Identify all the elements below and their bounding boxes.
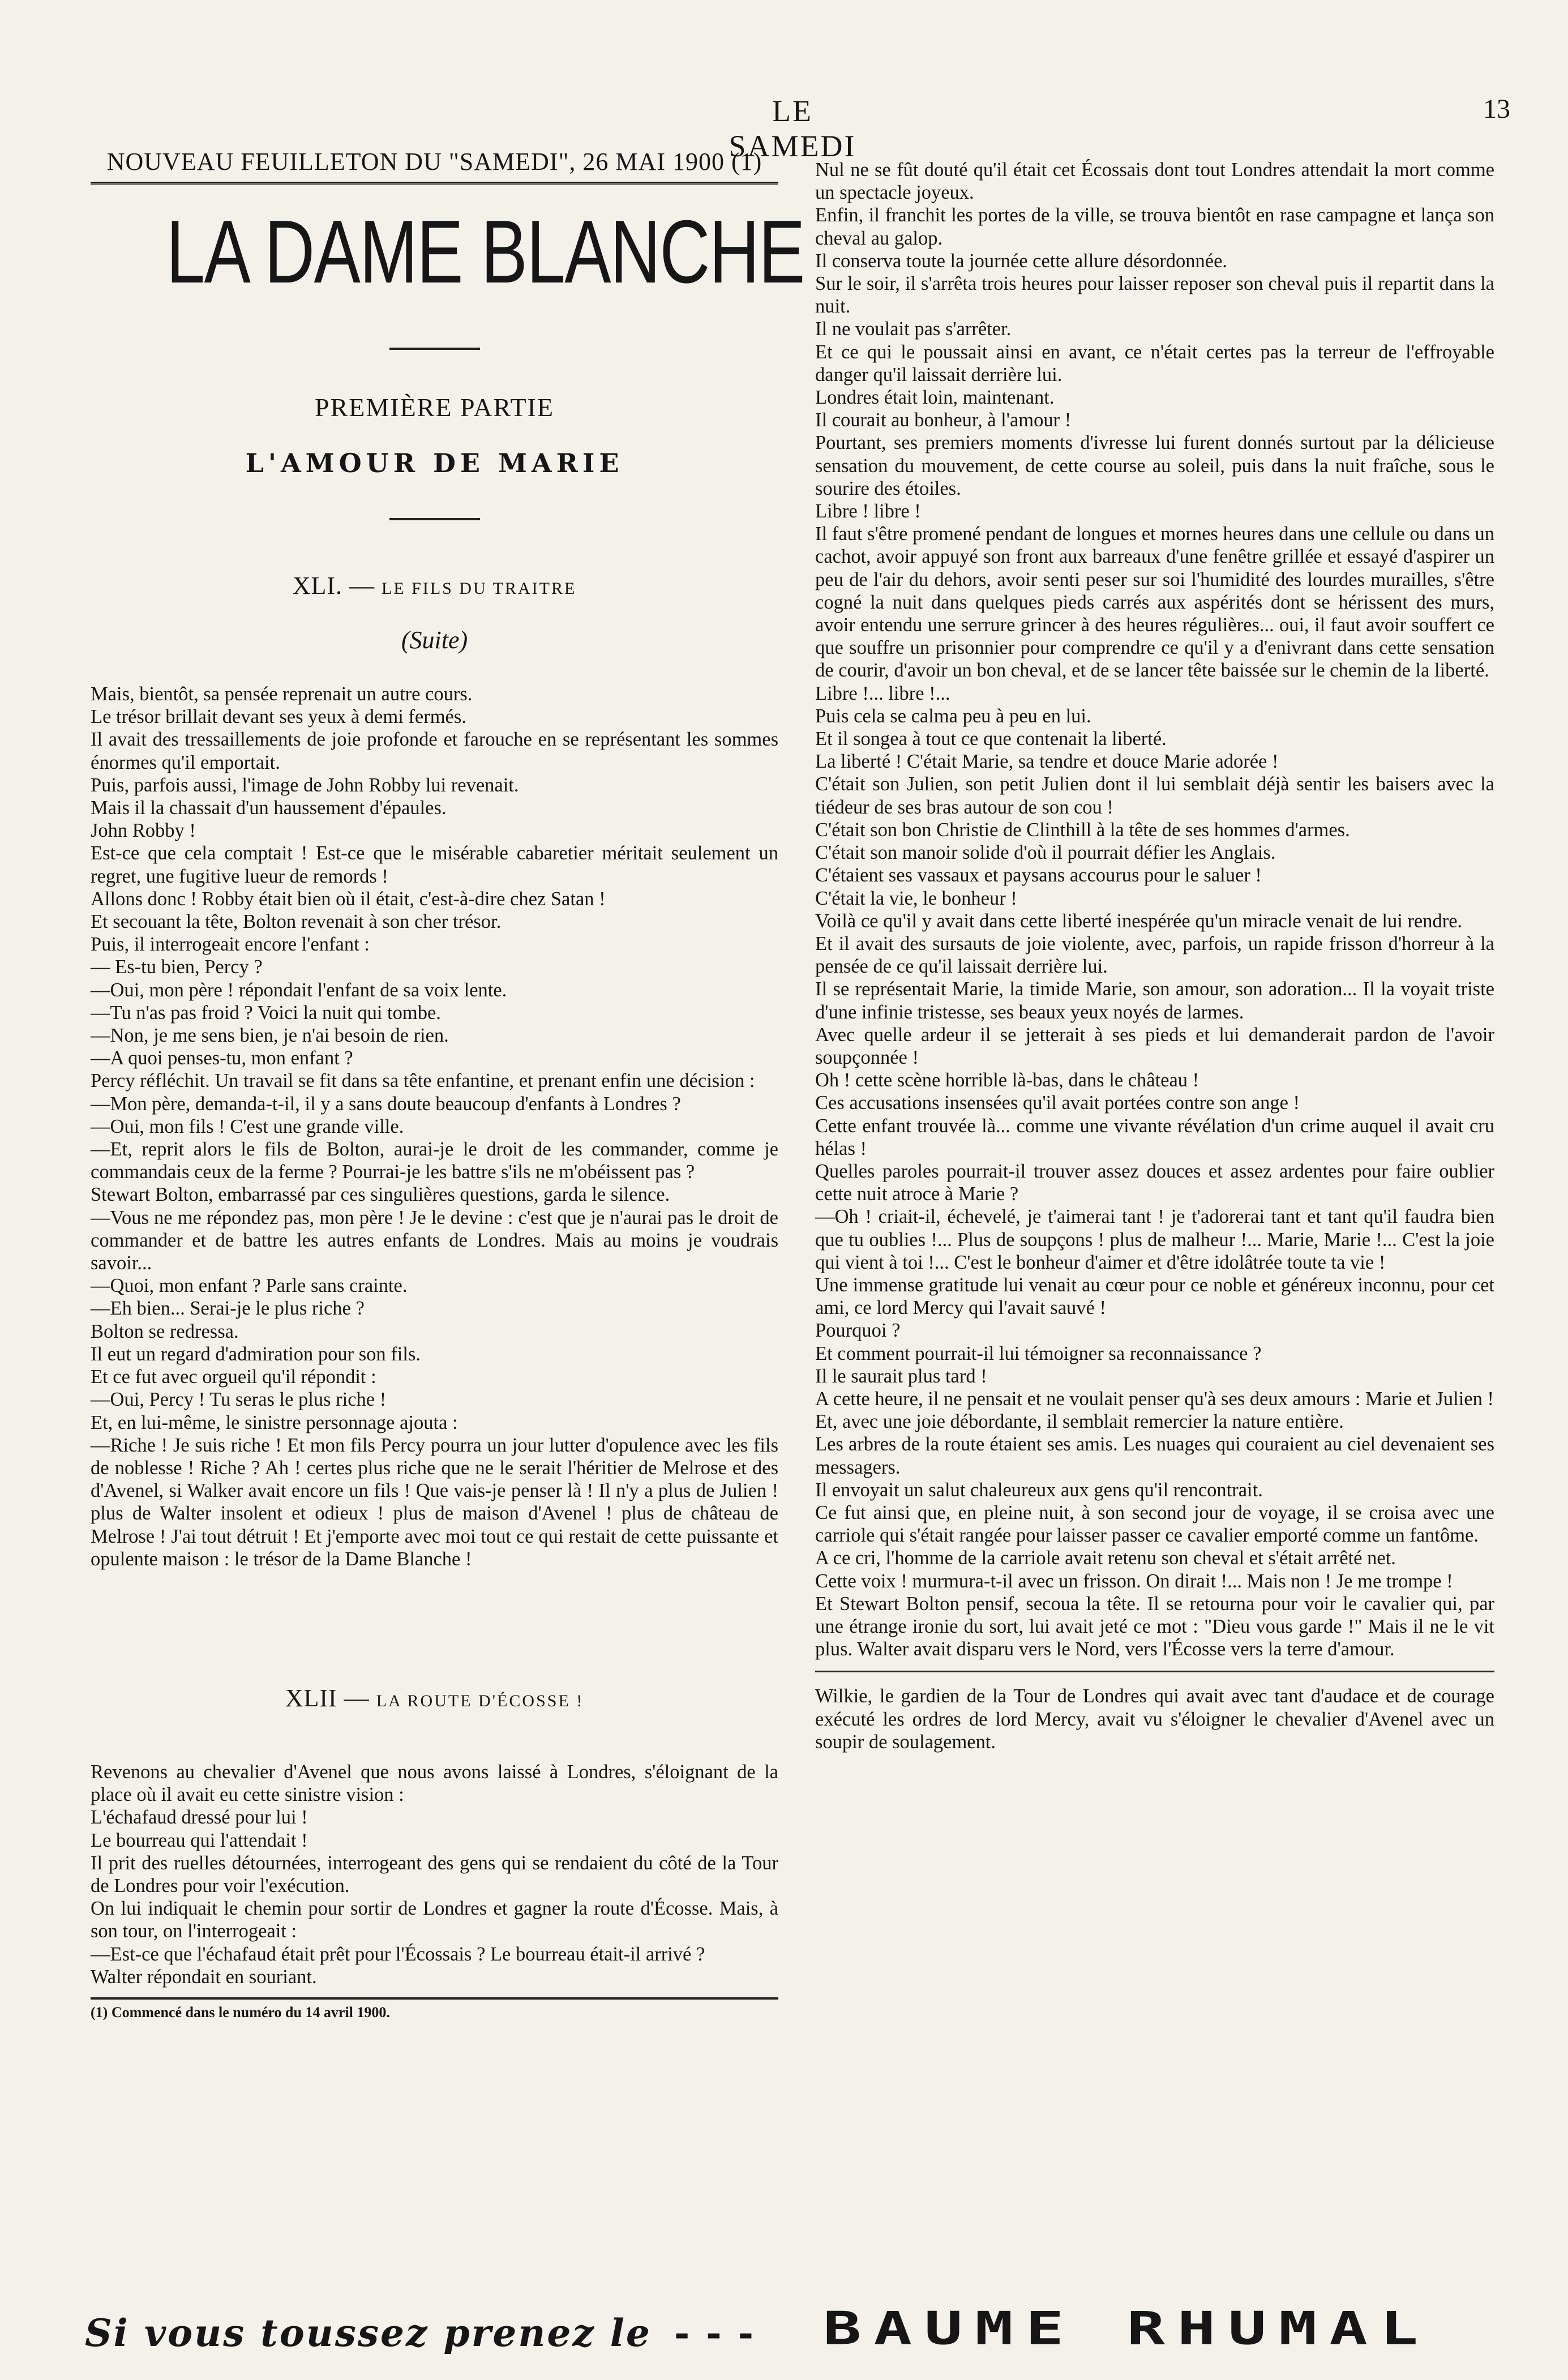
- chapter-title: LA ROUTE D'ÉCOSSE !: [376, 1691, 584, 1710]
- paragraph: Il prit des ruelles détournées, interrogeant des gens qui se rendaient du côté de la Tour de Londres pour voir l'exécution.: [91, 1852, 778, 1897]
- chapter-title: LE FILS DU TRAITRE: [382, 579, 577, 598]
- paragraph: Bolton se redressa.: [91, 1320, 239, 1342]
- chapter-heading-42: [91, 1684, 778, 1713]
- ad-dots: - - -: [674, 2311, 756, 2355]
- paragraph: Il ne voulait pas s'arrêter.: [815, 318, 1012, 340]
- paragraph: Et secouant la tête, Bolton revenait à son cher trésor.: [91, 911, 502, 933]
- paragraph: Il eut un regard d'admiration pour son fils.: [91, 1343, 421, 1365]
- paragraph: Il envoyait un salut chaleureux aux gens qu'il rencontrait.: [815, 1479, 1263, 1501]
- chapter-heading-41: [91, 571, 778, 600]
- running-title: LE SAMEDI: [729, 94, 856, 163]
- paragraph: Une immense gratitude lui venait au cœur pour ce noble et généreux inconnu, pour cet ami, ce lord Mercy qui l'avait sauvé !: [815, 1274, 1494, 1319]
- paragraph: La liberté ! C'était Marie, sa tendre et douce Marie adorée !: [815, 751, 1279, 773]
- paragraph: —Et, reprit alors le fils de Bolton, aurai-je le droit de les commander, comme je commandais ceux de la ferme ? Pourrai-je les battre s'ils ne m'obéissent pas ?: [91, 1138, 778, 1183]
- paragraph: Allons donc ! Robby était bien où il était, c'est-à-dire chez Satan !: [91, 888, 606, 910]
- paragraph: Libre ! libre !: [815, 500, 921, 523]
- paragraph: —Oui, mon fils ! C'est une grande ville.: [91, 1115, 404, 1137]
- paragraph: A ce cri, l'homme de la carriole avait retenu son cheval et s'était arrêté net.: [815, 1547, 1396, 1569]
- paragraph: —Eh bien... Serai-je le plus riche ?: [91, 1298, 365, 1320]
- paragraph: —Oui, Percy ! Tu seras le plus riche !: [91, 1389, 387, 1411]
- paragraph: —Oh ! criait-il, échevelé, je t'aimerai tant ! je t'adorerai tant et tant qu'il faudra bien que tu oublies !... Plus de soupçons ! plus de malheur !... Marie, Marie !... C'est la joie qui vient à toi !... C'est le bonheur d'aimer et d'être idolâtrée toute ta vie !: [815, 1206, 1494, 1273]
- paragraph: Puis cela se calma peu à peu en lui.: [815, 705, 1091, 727]
- paragraph: Et ce qui le poussait ainsi en avant, ce n'était certes pas la terreur de l'effroyable danger qu'il laissait derrière lui.: [815, 341, 1494, 386]
- right-column: [815, 159, 1494, 1753]
- divider-rule: [389, 348, 480, 350]
- bottom-advertisement: [85, 2287, 1534, 2355]
- chapter-41-text: [91, 683, 778, 1570]
- paragraph: John Robby !: [91, 820, 196, 842]
- paragraph: Walter répondait en souriant.: [91, 1966, 317, 1988]
- paragraph: —Vous ne me répondez pas, mon père ! Je le devine : c'est que je n'aurai pas le droit de commander et de battre les autres enfants de Londres. Mais au moins je voudrais savoir...: [91, 1206, 778, 1274]
- paragraph: Percy réfléchit. Un travail se fit dans sa tête enfantine, et prenant enfin une décision :: [91, 1070, 755, 1092]
- paragraph: Et, en lui-même, le sinistre personnage ajouta :: [91, 1411, 458, 1433]
- paragraph: Ce fut ainsi que, en pleine nuit, à son second jour de voyage, il se croisa avec une carriole qui s'était rangée pour laisser passer ce cavalier emporté comme un fantôme.: [815, 1501, 1494, 1547]
- paragraph: Quelles paroles pourrait-il trouver assez douces et assez ardentes pour faire oublier cette nuit atroce à Marie ?: [815, 1160, 1494, 1205]
- right-column-text: [815, 159, 1494, 1660]
- paragraph: — Es-tu bien, Percy ?: [91, 956, 263, 978]
- paragraph: Il se représentait Marie, la timide Marie, son amour, son adoration... Il la voyait triste d'une infinie tristesse, ses beaux yeux noyés de larmes.: [815, 978, 1494, 1023]
- paragraph: Enfin, il franchit les portes de la ville, se trouva bientôt en rase campagne et lança son cheval au galop.: [815, 204, 1494, 249]
- paragraph: —A quoi penses-tu, mon enfant ?: [91, 1047, 353, 1069]
- paragraph: Cette voix ! murmura-t-il avec un frisson. On dirait !... Mais non ! Je me trompe !: [815, 1570, 1453, 1592]
- paragraph: Pourtant, ses premiers moments d'ivresse lui furent donnés surtout par la délicieuse sensation du mouvement, de cette course au soleil, puis dans la nuit fraîche, sous le sourire des étoiles.: [815, 432, 1494, 499]
- paragraph: Et ce fut avec orgueil qu'il répondit :: [91, 1366, 376, 1388]
- paragraph: A cette heure, il ne pensait et ne voulait penser qu'à ses deux amours : Marie et Julien !: [815, 1388, 1494, 1410]
- paragraph: —Est-ce que l'échafaud était prêt pour l'Écossais ? Le bourreau était-il arrivé ?: [91, 1943, 705, 1965]
- footnote-rule: [91, 1997, 778, 2000]
- chapter-number: XLII —: [285, 1684, 370, 1712]
- paragraph: Il courait au bonheur, à l'amour !: [815, 409, 1072, 431]
- paragraph: C'était son manoir solide d'où il pourrait défier les Anglais.: [815, 842, 1276, 864]
- paragraph: Nul ne se fût douté qu'il était cet Écossais dont tout Londres attendait la mort comme un spectacle joyeux.: [815, 159, 1494, 204]
- paragraph: Il le saurait plus tard !: [815, 1365, 987, 1387]
- part-subtitle: L'AMOUR DE MARIE: [245, 448, 624, 478]
- paragraph: Mais il la chassait d'un haussement d'épaules.: [91, 797, 447, 819]
- section-rule: [815, 1671, 1494, 1672]
- paragraph: Le trésor brillait devant ses yeux à demi fermés.: [91, 706, 466, 728]
- chapter-number: XLI. —: [292, 572, 375, 600]
- paragraph: Puis, parfois aussi, l'image de John Robby lui revenait.: [91, 774, 519, 796]
- paragraph: C'était la vie, le bonheur !: [815, 887, 1017, 909]
- paragraph: —Mon père, demanda-t-il, il y a sans doute beaucoup d'enfants à Londres ?: [91, 1093, 681, 1115]
- paragraph: —Non, je me sens bien, je n'ai besoin de rien.: [91, 1025, 449, 1047]
- paragraph: Il faut s'être promené pendant de longues et mornes heures dans une cellule ou dans un cachot, avoir appuyé son front aux barreaux d'une fenêtre grillée et essayé d'aspirer un peu de l'air du dehors, avoir senti peser sur soi l'humidité des lourdes murailles, s'être cogné la nuit dans quelques pieds carrés aux aspérités dont se hérissent des murs, avoir entendu une serrure grincer à des heures régulières... oui, il faut avoir souffert ce que souffre un prisonnier pour comprendre ce qu'il y a d'enivrant dans cette sensation de courir, d'avoir un bon cheval, et de se lancer tête baissée sur le chemin de la liberté.: [815, 523, 1494, 682]
- paragraph: Avec quelle ardeur il se jetterait à ses pieds et lui demanderait pardon de l'avoir soupçonnée !: [815, 1024, 1494, 1068]
- paragraph: Et, avec une joie débordante, il semblait remercier la nature entière.: [815, 1411, 1344, 1433]
- paragraph: Puis, il interrogeait encore l'enfant :: [91, 934, 370, 956]
- ad-product-name: BAUME RHUMAL: [823, 2302, 1431, 2355]
- paragraph: On lui indiquait le chemin pour sortir de Londres et gagner la route d'Écosse. Mais, à son tour, on l'interrogeait :: [91, 1898, 778, 1942]
- paragraph: Cette enfant trouvée là... comme une vivante révélation d'un crime auquel il avait cru hélas !: [815, 1115, 1494, 1159]
- paragraph: Mais, bientôt, sa pensée reprenait un autre cours.: [91, 683, 473, 705]
- paragraph: Il avait des tressaillements de joie profonde et farouche en se représentant les sommes énormes qu'il emportait.: [91, 729, 778, 773]
- paragraph: Et comment pourrait-il lui témoigner sa reconnaissance ?: [815, 1342, 1262, 1364]
- story-title: LA DAME BLANCHE: [166, 202, 804, 302]
- paragraph: Le bourreau qui l'attendait !: [91, 1829, 308, 1851]
- page-number: 13: [1483, 94, 1510, 124]
- suite-label: (Suite): [401, 626, 468, 654]
- paragraph: Stewart Bolton, embarrassé par ces singulières questions, garda le silence.: [91, 1184, 670, 1206]
- paragraph: Est-ce que cela comptait ! Est-ce que le misérable cabaretier méritait seulement un regret, une fugitive lueur de remords !: [91, 842, 778, 887]
- paragraph: —Riche ! Je suis riche ! Et mon fils Percy pourra un jour lutter d'opulence avec les fils de noblesse ! Riche ? Ah ! certes plus riche que ne le serait l'héritier de Melrose et des d'Avenel, si Walker avait encore un fils ! Que vais-je penser là ! Il n'y a plus de Julien ! plus de Walter insolent et odieux ! plus de maison d'Avenel ! plus de château de Melrose ! J'ai tout détruit ! Et j'emporte avec moi tout ce qui restait de cette puissante et opulente maison : le trésor de la Dame Blanche !: [91, 1434, 778, 1570]
- ad-slogan: Si vous toussez prenez le: [85, 2311, 652, 2355]
- paragraph: —Oui, mon père ! répondait l'enfant de sa voix lente.: [91, 979, 507, 1001]
- paragraph: Oh ! cette scène horrible là-bas, dans le château !: [815, 1069, 1199, 1091]
- part-heading: PREMIÈRE PARTIE: [315, 393, 554, 422]
- paragraph: C'était son Julien, son petit Julien dont il lui semblait déjà sentir les baisers avec la tiédeur de ses bras autour de son cou !: [815, 773, 1494, 818]
- paragraph: Et Stewart Bolton pensif, secoua la tête. Il se retourna pour voir le cavalier qui, par une étrange ironie du sort, lui avait jeté ce mot : "Dieu vous garde !" Mais il ne le vit plus. Walter avait disparu vers le Nord, vers l'Écosse vers la terre d'amour.: [815, 1593, 1494, 1660]
- paragraph: Et il songea à tout ce que contenait la liberté.: [815, 728, 1167, 750]
- paragraph: Libre !... libre !...: [815, 682, 950, 704]
- divider-rule: [389, 518, 480, 520]
- chapter-42-text: [91, 1761, 778, 1988]
- paragraph: —Tu n'as pas froid ? Voici la nuit qui tombe.: [91, 1001, 441, 1024]
- paragraph: Revenons au chevalier d'Avenel que nous avons laissé à Londres, s'éloignant de la place où il avait eu cette sinistre vision :: [91, 1761, 778, 1806]
- paragraph: Pourquoi ?: [815, 1320, 901, 1342]
- paragraph: Les arbres de la route étaient ses amis. Les nuages qui couraient au ciel devenaient ses messagers.: [815, 1433, 1494, 1478]
- paragraph: Londres était loin, maintenant.: [815, 387, 1055, 409]
- left-column: [91, 147, 804, 2021]
- paragraph: Et il avait des sursauts de joie violente, avec, parfois, un rapide frisson d'horreur à la pensée de ce qu'il laissait derrière lui.: [815, 932, 1494, 978]
- closing-paragraph: Wilkie, le gardien de la Tour de Londres qui avait avec tant d'audace et de courage exécuté les ordres de lord Mercy, avait vu s'éloigner le chevalier d'Avenel avec un soupir de soulagement.: [815, 1685, 1494, 1753]
- paragraph: Voilà ce qu'il y avait dans cette liberté inespérée qu'un miracle venait de lui rendre.: [815, 910, 1463, 932]
- paragraph: Sur le soir, il s'arrêta trois heures pour laisser reposer son cheval puis il repartit dans la nuit.: [815, 273, 1494, 318]
- paragraph: L'échafaud dressé pour lui !: [91, 1807, 308, 1829]
- paragraph: Ces accusations insensées qu'il avait portées contre son ange !: [815, 1092, 1300, 1114]
- paragraph: —Quoi, mon enfant ? Parle sans crainte.: [91, 1275, 408, 1297]
- paragraph: C'étaient ses vassaux et paysans accourus pour le saluer !: [815, 864, 1262, 887]
- feuilleton-line: NOUVEAU FEUILLETON DU "SAMEDI", 26 MAI 1900 (1): [91, 147, 778, 185]
- paragraph: C'était son bon Christie de Clinthill à la tête de ses hommes d'armes.: [815, 819, 1350, 841]
- paragraph: Il conserva toute la journée cette allure désordonnée.: [815, 250, 1228, 272]
- footnote: (1) Commencé dans le numéro du 14 avril 1900.: [91, 2004, 390, 2021]
